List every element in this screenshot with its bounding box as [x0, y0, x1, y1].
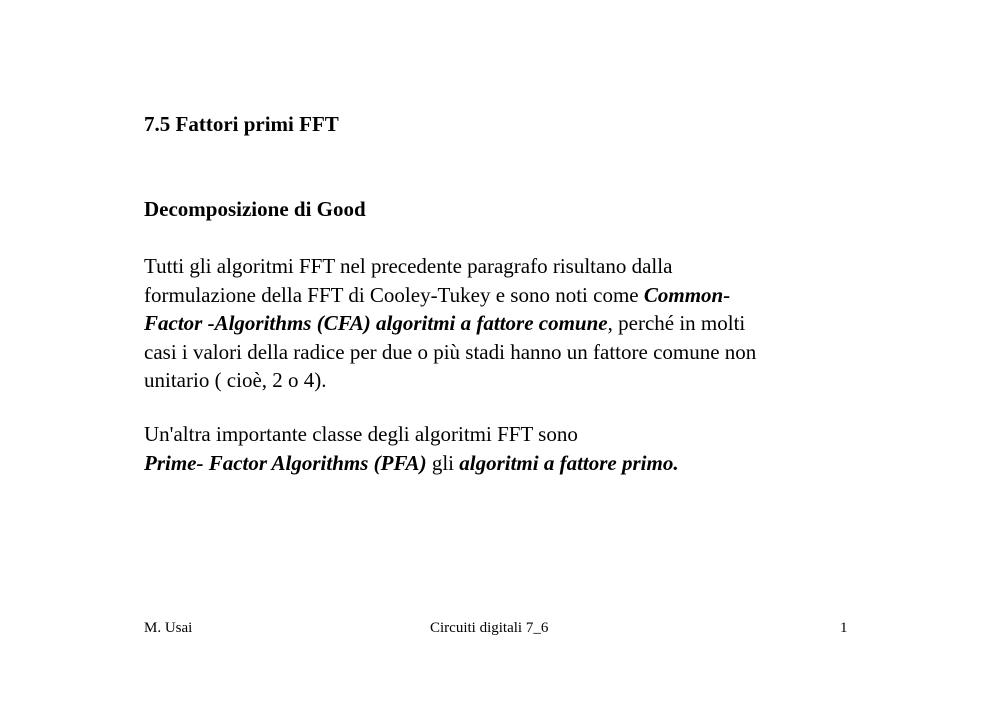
paragraph-text: unitario ( cioè, 2 o 4).	[144, 368, 327, 392]
paragraph-text: , perché in molti	[607, 311, 746, 335]
emphasis-text: Factor -Algorithms (CFA) algoritmi a fattore comune	[144, 311, 608, 335]
footer-author: M. Usai	[144, 620, 193, 636]
emphasis-text: algoritmi a fattore primo.	[459, 450, 679, 475]
paragraph-cfa	[144, 252, 864, 395]
section-heading: Decomposizione di Good	[144, 197, 366, 221]
footer-course: Circuiti digitali 7_6	[430, 620, 549, 636]
slide-title: 7.5 Fattori primi FFT	[144, 112, 339, 136]
paragraph-text: casi i valori della radice per due o più stadi hanno un fattore comune non	[144, 339, 757, 364]
footer-page-number: 1	[840, 620, 848, 636]
paragraph-pfa	[144, 420, 864, 477]
paragraph-text: Tutti gli algoritmi FFT nel precedente paragrafo risultano dalla	[144, 254, 673, 278]
emphasis-text: Prime- Factor Algorithms (PFA)	[144, 450, 427, 475]
paragraph-text: Un'altra importante classe degli algoritmi FFT sono	[144, 422, 578, 446]
emphasis-text: Common-	[643, 282, 731, 307]
paragraph-text: formulazione della FFT di Cooley-Tukey e sono noti come	[144, 282, 644, 307]
paragraph-text: gli	[426, 450, 460, 475]
